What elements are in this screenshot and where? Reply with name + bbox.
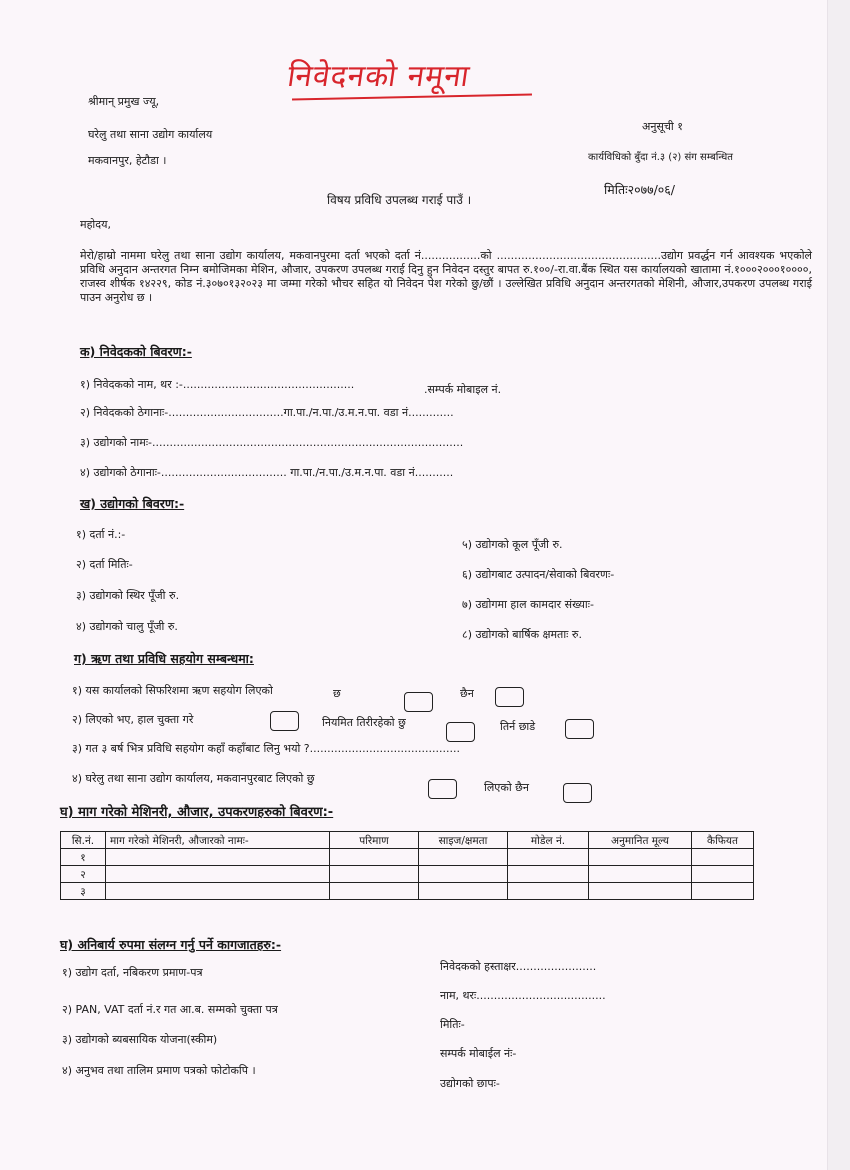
table-cell[interactable] [106,849,330,866]
page-edge [827,0,850,1170]
applicant-signature-field[interactable]: निवेदकको हस्ताक्षर....................... [440,960,597,973]
office-support-no-label: लिएको छैन [484,781,529,794]
table-row [61,849,754,866]
signatory-name-field[interactable]: नाम, थरः..................................... [440,989,606,1002]
row-number: ३ [61,883,106,900]
table-cell[interactable] [589,866,692,883]
table-cell[interactable] [508,849,589,866]
annex-label: अनुसूची १ [642,120,683,133]
industry-address-field[interactable]: ४) उद्योगको ठेगानाः-.................................... गा.पा./न.पा./उ.म.न.पा. वडा नं........... [80,466,454,479]
column-header: सि.नं. [61,832,106,849]
table-cell[interactable] [508,866,589,883]
annex-reference: कार्यविधिको बुँदा नं.३ (२) संग सम्बन्धित [588,152,733,163]
table-cell[interactable] [508,883,589,900]
industry-name-field[interactable]: ३) उद्योगको नामः-......................................................................................... [80,436,464,449]
table-header-row [61,832,754,849]
body-paragraph: मेरो/हाम्रो नाममा घरेलु तथा साना उद्योग कार्यालय, मकवानपुरमा दर्ता भएको दर्ता नं.................को ...............................................उद्योग प्रवर्द्धन गर्न आवश्यक भएकोले प्रविधि अनुदान अन्तरगत निम्न बमोजिमका मेशिन, औजार, उपकरण उपलब्ध गराई दिनु हुन निवेदन दस्तुर बापत रु.१००/-रा.वा.बैंक स्थित यस कार्यालयको खातामा नं.१०००२०००१००००, राजस्व शीर्षक १४२२९, कोड नं.३०७०१३२०२३ मा जम्मा गरेको भौचर सहित यो निवेदन पेश गरेको छु/छौं । उल्लेखित प्रविधि अनुदान अन्तरगतको मेशिनी, औजार,उपकरण उपलब्ध गराई पाउन अनुरोध छ । [80,249,812,304]
loan-question-label: १) यस कार्यालको सिफरिशमा ऋण सहयोग लिएको [72,684,273,697]
workers-count-field[interactable]: ७) उद्योगमा हाल कामदार संख्याः- [462,598,594,611]
addressee-line-2: घरेलु तथा साना उद्योग कार्यालय [88,128,213,141]
applicant-name-field[interactable]: १) निवेदकको नाम, थर :-................................................. [80,378,355,391]
total-capital-field[interactable]: ५) उद्योगको कूल पूँजी रु. [462,538,563,551]
form-date: मितिः२०७७/०६/ [604,182,676,197]
loan-no-label: छैन [460,687,474,700]
table-cell[interactable] [692,883,754,900]
table-row [61,883,754,900]
table-cell[interactable] [419,849,508,866]
row-number: २ [61,866,106,883]
loan-yes-checkbox[interactable] [404,692,433,712]
signature-date-field[interactable]: मितिः- [440,1018,465,1031]
column-header: मोडेल नं. [508,832,589,849]
loan-yes-label: छ [333,687,341,700]
addressee-line-1: श्रीमान् प्रमुख ज्यू, [88,95,160,108]
column-header: माग गरेको मेशिनरी, औजारको नामः- [106,832,330,849]
table-cell[interactable] [106,866,330,883]
required-document-4: ४) अनुभव तथा तालिम प्रमाण पत्रको फोटोकपि । [62,1064,256,1077]
section-c-heading: ग) ऋण तथा प्रविधि सहयोग सम्बन्धमा: [74,651,254,666]
applicant-mobile-field[interactable]: .सम्पर्क मोबाइल नं. [424,383,502,396]
column-header: कैफियत [692,832,754,849]
row-number: १ [61,849,106,866]
office-support-label: ४) घरेलु तथा साना उद्योग कार्यालय, मकवानपुरबाट लिएको छु [72,772,315,785]
column-header: अनुमानित मूल्य [589,832,692,849]
subject: विषय प्रविधि उपलब्ध गराई पाउँ । [327,193,472,207]
table-cell[interactable] [692,849,754,866]
section-a-heading: क) निवेदकको बिवरण:- [80,344,192,359]
table-cell[interactable] [330,866,419,883]
table-cell[interactable] [419,883,508,900]
signature-mobile-field[interactable]: सम्पर्क मोबाईल नंः- [440,1047,517,1060]
section-e-heading: घ) अनिबार्य रुपमा संलग्न गर्नु पर्ने कागजातहरु:- [60,937,282,952]
table-cell[interactable] [330,849,419,866]
registration-date-field[interactable]: २) दर्ता मितिः- [76,558,133,571]
table-cell[interactable] [589,849,692,866]
table-cell[interactable] [692,866,754,883]
section-b-heading: ख) उद्योगको बिवरण:- [80,496,185,511]
applicant-address-field[interactable]: २) निवेदकको ठेगानाः-.................................गा.पा./न.पा./उ.म.न.पा. वडा नं............. [80,406,454,419]
office-support-no-checkbox[interactable] [563,783,592,803]
handwritten-title: निवेदनको नमूना [285,59,473,94]
paying-regularly-label: नियमित तिरीरहेको छु [322,716,406,729]
machinery-table [60,831,754,900]
table-cell[interactable] [106,883,330,900]
previous-support-field[interactable]: ३) गत ३ बर्ष भित्र प्रविधि सहयोग कहाँ कहाँबाट लिनु भयो ?........................................... [72,742,461,755]
salutation: महोदय, [80,218,111,231]
registration-number-field[interactable]: १) दर्ता नं.:- [76,528,126,541]
required-document-2: २) PAN, VAT दर्ता नं.र गत आ.ब. सम्मको चुक्ता पत्र [62,1003,278,1016]
stopped-paying-checkbox[interactable] [565,719,594,739]
fixed-capital-field[interactable]: ३) उद्योगको स्थिर पूँजी रु. [76,589,180,602]
repaid-checkbox[interactable] [270,711,299,731]
required-document-1: १) उद्योग दर्ता, नबिकरण प्रमाण-पत्र [62,966,203,979]
table-cell[interactable] [589,883,692,900]
office-support-yes-checkbox[interactable] [428,779,457,799]
working-capital-field[interactable]: ४) उद्योगको चालु पूँजी रु. [76,620,178,633]
production-service-field[interactable]: ६) उद्योगबाट उत्पादन/सेवाको बिवरणः- [462,568,615,581]
loan-no-checkbox[interactable] [495,687,524,707]
annual-capacity-field[interactable]: ८) उद्योगको बार्षिक क्षमताः रु. [462,628,582,641]
table-row [61,866,754,883]
paying-regularly-checkbox[interactable] [446,722,475,742]
section-d-heading: घ) माग गरेको मेशिनरी, औजार, उपकरणहरुको बिवरण:- [60,805,334,820]
addressee-line-3: मकवानपुर, हेटौडा । [88,154,167,167]
required-document-3: ३) उद्योगको ब्यबसायिक योजना(स्कीम) [62,1033,218,1046]
industry-stamp-field[interactable]: उद्योगको छापः- [440,1077,500,1090]
repaid-question-label: २) लिएको भए, हाल चुक्ता गरे [72,713,194,726]
stopped-paying-label: तिर्न छाडे [500,720,536,733]
table-cell[interactable] [419,866,508,883]
column-header: साइज/क्षमता [419,832,508,849]
table-cell[interactable] [330,883,419,900]
column-header: परिमाण [330,832,419,849]
